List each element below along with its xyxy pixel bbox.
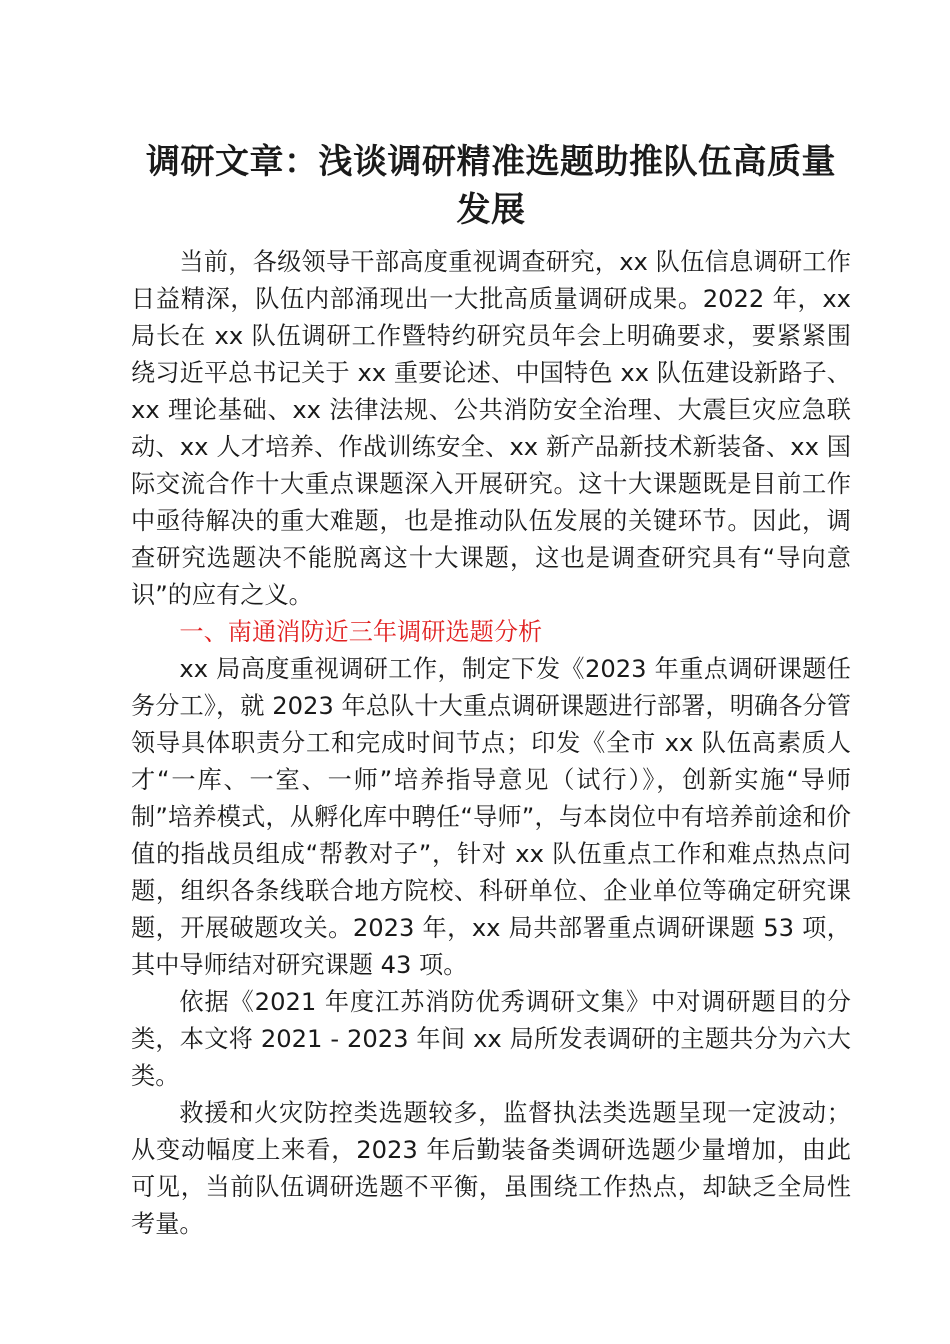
title-line-2: 发展	[456, 190, 526, 230]
paragraph-classification: 依据《2021 年度江苏消防优秀调研文集》中对调研题目的分类，本文将 2021 - 2023 年间 xx 局所发表调研的主题共分为六大类。	[131, 988, 851, 1090]
document-page	[131, 138, 851, 1243]
paragraph-intro: 当前，各级领导干部高度重视调查研究，xx 队伍信息调研工作日益精深，队伍内部涌现出一大批高质量调研成果。2022 年，xx 局长在 xx 队伍调研工作暨特约研究员年会上明确要求，要紧紧围绕习近平总书记关于 xx 重要论述、中国特色 xx 队伍建设新路子、xx 理论基础、xx 法律法规、公共消防安全治理、大震巨灾应急联动、xx 人才培养、作战训练安全、xx 新产品新技术新装备、xx 国际交流合作十大重点课题深入开展研究。这十大课题既是目前工作中亟待解决的重大难题，也是推动队伍发展的关键环节。因此，调查研究选题决不能脱离这十大课题，这也是调查研究具有“导向意识”的应有之义。	[131, 248, 851, 609]
document-body	[131, 244, 851, 1243]
section-heading-1: 一、南通消防近三年调研选题分析	[179, 618, 543, 646]
document-title	[131, 138, 851, 234]
title-line-1: 调研文章：浅谈调研精准选题助推队伍高质量	[146, 142, 836, 182]
paragraph-research-work: xx 局高度重视调研工作，制定下发《2023 年重点调研课题任务分工》，就 2023 年总队十大重点调研课题进行部署，明确各分管领导具体职责分工和完成时间节点；印发《全市 xx 队伍高素质人才“一库、一室、一师”培养指导意见（试行）》，创新实施“导师制”培养模式，从孵化库中聘任“导师”，与本岗位中有培养前途和价值的指战员组成“帮教对子”，针对 xx 队伍重点工作和难点热点问题，组织各条线联合地方院校、科研单位、企业单位等确定研究课题，开展破题攻关。2023 年，xx 局共部署重点调研课题 53 项，其中导师结对研究课题 43 项。	[131, 655, 851, 979]
paragraph-analysis: 救援和火灾防控类选题较多，监督执法类选题呈现一定波动；从变动幅度上来看，2023 年后勤装备类调研选题少量增加，由此可见，当前队伍调研选题不平衡，虽围绕工作热点，却缺乏全局性考量。	[131, 1099, 851, 1238]
